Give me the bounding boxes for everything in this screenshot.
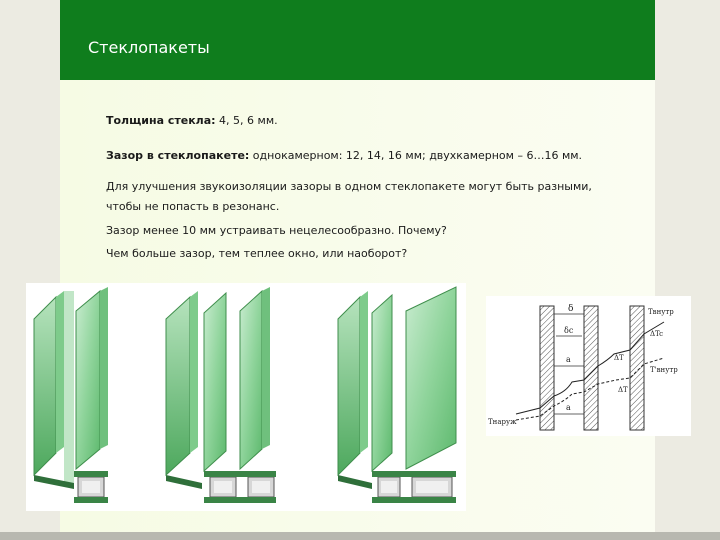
thickness-label: Толщина стекла: [106, 114, 216, 127]
question-1: Зазор менее 10 мм устраивать нецелесообразно. Почему? [106, 224, 447, 237]
label-t-inner: Tвнутр [648, 308, 674, 316]
glass-unit-3 [338, 287, 456, 503]
temperature-profile-svg [486, 296, 691, 436]
bottom-bar [0, 532, 720, 540]
label-delta-t-2: ΔT [618, 386, 628, 394]
pane-inner [630, 306, 644, 430]
gap-paragraph [106, 149, 582, 162]
label-t-inner-prime: T'внутр [650, 366, 678, 374]
glass-units-svg [26, 283, 466, 511]
label-delta-t-1: ΔT [614, 354, 624, 362]
sound-line-2: чтобы не попасть в резонанс. [106, 200, 280, 213]
glass-unit-2 [166, 287, 276, 503]
gap-value: однокамерном: 12, 14, 16 мм; двухкамерном – 6…16 мм. [249, 149, 583, 162]
label-delta-t-c: ΔTc [650, 330, 664, 338]
sound-line-1: Для улучшения звукоизоляции зазоры в одном стеклопакете могут быть разными, [106, 180, 592, 193]
glass-unit-1 [34, 287, 108, 503]
label-t-outer: Tнаруж [488, 418, 517, 426]
thickness-value: 4, 5, 6 мм. [215, 114, 278, 127]
label-delta-c: δc [564, 326, 574, 335]
label-a-upper: a [566, 355, 571, 364]
right-margin-stripe [655, 0, 720, 540]
question-2: Чем больше зазор, тем теплее окно, или наоборот? [106, 247, 408, 260]
slide-title: Стеклопакеты [88, 38, 210, 57]
label-a-lower: a [566, 403, 571, 412]
gap-label: Зазор в стеклопакете: [106, 149, 250, 162]
glass-units-illustration [26, 283, 466, 511]
thickness-paragraph [106, 114, 278, 127]
temperature-profile-diagram [486, 296, 691, 436]
slide-header [60, 0, 655, 80]
label-delta: δ [568, 304, 574, 314]
